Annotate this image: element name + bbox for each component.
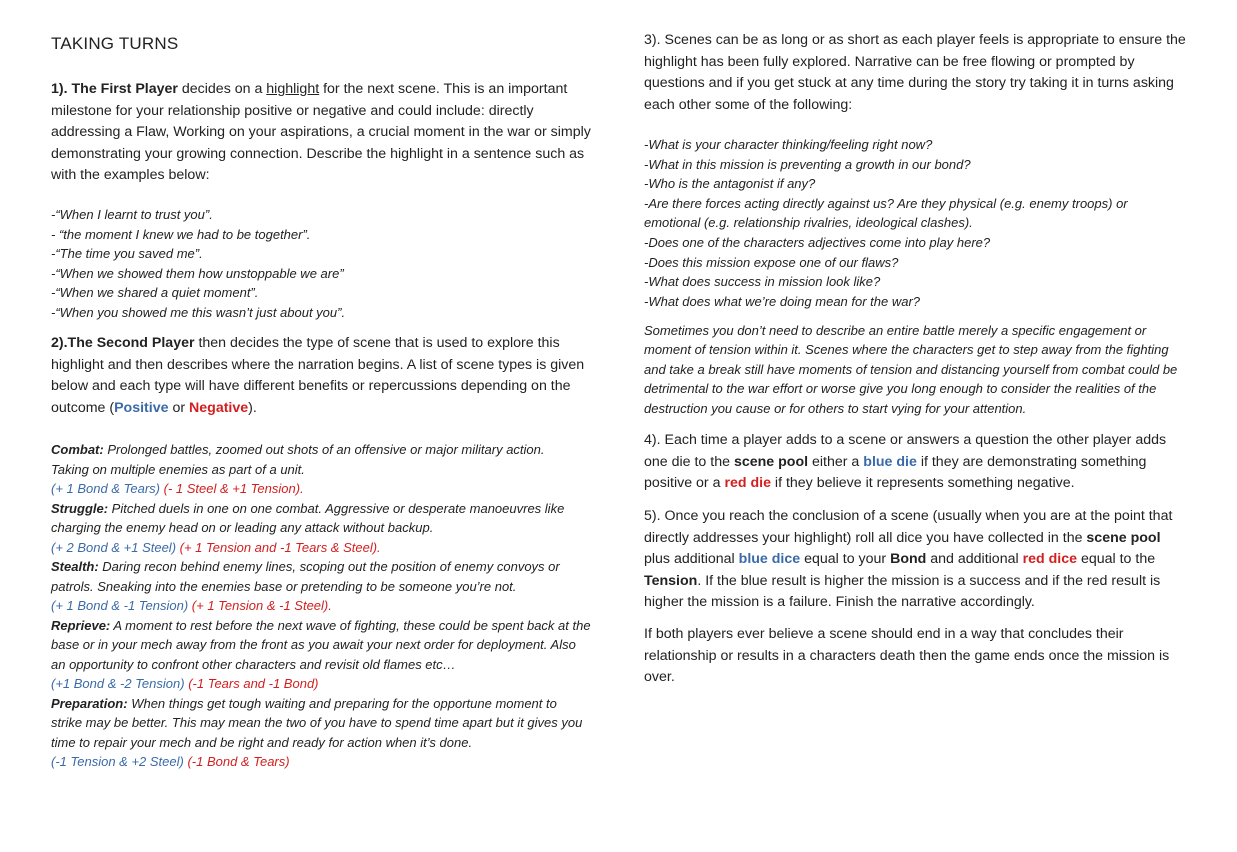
list-item: -“When I learnt to trust you”. bbox=[51, 207, 213, 222]
scene-type-preparation: Preparation: When things get tough waiting and preparing for the opportune moment to strike may be better. This may mean the two of you have to spend time apart but it gives you time to repair your mech and be right and ready for action when it’s done. (-1 Tension & +2 Steel) (-1 Bond & Tears) bbox=[51, 695, 583, 769]
resolution-paragraph: 5). Once you reach the conclusion of a scene (usually when you are at the point that directly addresses your highlight) roll all dice you have collected in the scene pool plus additional blue dice equal to your Bond and additional red dice equal to the Tension. If the blue result is higher the mission is a success and if the red result is higher the mission is a failure. Finish the narrative accordingly. bbox=[644, 508, 1173, 610]
scene-type-reprieve: Reprieve: A moment to rest before the next wave of fighting, these could be spent back at the base or in your mech away from the front as you await your next order for deployment. Also an opportunity to confront other characters and revisit old flames etc… (+1 Bond & -2 Tension) (-1 Tears and -1 Bond) bbox=[51, 617, 591, 691]
list-item: -What in this mission is preventing a growth in our bond? bbox=[644, 156, 971, 172]
scene-negative-outcome: (- 1 Steel & +1 Tension). bbox=[160, 481, 304, 496]
red-die-term: red die bbox=[724, 475, 771, 491]
sometimes-paragraph: Sometimes you don’t need to describe an entire battle merely a specific engagement or moment of tension within it. Scenes where the characters get to step away from the fighting and take a break still have moments of tension and distancing yourself from combat could be detrimental to the war effort or worse give you long enough to consider the realities of the destruction you cause or for others to start vying for your attention. bbox=[644, 323, 1178, 416]
positive-label: Positive bbox=[114, 399, 169, 416]
list-item: -Who is the antagonist if any? bbox=[644, 176, 816, 192]
scene-types-list bbox=[51, 440, 596, 772]
red-dice-term: red dice bbox=[1022, 551, 1077, 567]
scene-type-stealth: Stealth: Daring recon behind enemy lines, scoping out the position of enemy convoys or patrols. Sneaking into the enemies base or pretending to be someone you’re not. (+ 1 Bond & -1 Tension) (+ 1 Tension & -1 Steel). bbox=[51, 559, 560, 613]
scene-type-combat: Combat: Prolonged battles, zoomed out shots of an offensive or major military action. Taking on multiple enemies as part of a unit. (+ 1 Bond & Tears) (- 1 Steel & +1 Tension). bbox=[51, 442, 545, 496]
second-player-paragraph: 2).The Second Player then decides the type of scene that is used to explore this highlight and then describes where the narration begins. A list of scene types is given below and each type will have different benefits or repercussions depending on the outcome (Positive or Negative). bbox=[51, 335, 585, 416]
scene-negative-outcome: (+ 1 Tension and -1 Tears & Steel). bbox=[176, 539, 381, 555]
scene-type-struggle: Struggle: Pitched duels in one on one combat. Aggressive or desperate manoeuvres like charging the enemy head on or leading any attack without backup. (+ 2 Bond & +1 Steel) (+ 1 Tension and -1 Tears & Steel). bbox=[51, 500, 565, 555]
scene-positive-outcome: (-1 Tension & +2 Steel) bbox=[51, 754, 184, 769]
list-item: -“The time you saved me”. bbox=[51, 246, 203, 262]
list-item: -What does what we’re doing mean for the war? bbox=[644, 293, 921, 309]
questions-list bbox=[644, 135, 1192, 311]
list-item: -“When we showed them how unstoppable we are” bbox=[51, 265, 344, 281]
list-item: -“When you showed me this wasn’t just about you”. bbox=[51, 304, 346, 320]
scene-positive-outcome: (+ 2 Bond & +1 Steel) bbox=[51, 539, 177, 555]
negative-label: Negative bbox=[189, 399, 249, 416]
dice-pool-paragraph: 4). Each time a player adds to a scene or answers a question the other player adds one die to the scene pool either a blue die if they are demonstrating something positive or a red die if they believe it represents something negative. bbox=[644, 432, 1167, 491]
scene-length-paragraph: 3). Scenes can be as long or as short as each player feels is appropriate to ensure the highlight has been fully explored. Narrative can be free flowing or prompted by questions and if you get stuck at any time during the story try taking it in turns asking each other some of the following: bbox=[644, 32, 1186, 113]
first-player-paragraph: 1). The First Player decides on a highlight for the next scene. This is an important milestone for your relationship positive or negative and could include: directly addressing a Flaw, Working on your aspirations, a crucial moment in the war or simply demonstrating your growing connection. Describe the highlight in a sentence such as with the examples below: bbox=[51, 81, 591, 183]
scene-pool-term: scene pool bbox=[733, 453, 809, 470]
second-player-label: 2).The Second Player bbox=[51, 335, 195, 351]
scene-negative-outcome: (-1 Bond & Tears) bbox=[183, 754, 290, 769]
bond-term: Bond bbox=[890, 551, 927, 567]
game-end-paragraph: If both players ever believe a scene should end in a way that concludes their relationship or results in a characters death then the game ends once the mission is over. bbox=[644, 626, 1170, 685]
list-item: -What does success in mission look like? bbox=[644, 274, 881, 290]
list-item: -What is your character thinking/feeling right now? bbox=[644, 137, 933, 152]
list-item: - “the moment I knew we had to be together”. bbox=[51, 226, 311, 242]
blue-die-term: blue die bbox=[863, 453, 917, 470]
scene-positive-outcome: (+ 1 Bond & -1 Tension) bbox=[51, 598, 189, 613]
scene-negative-outcome: (-1 Tears and -1 Bond) bbox=[184, 676, 319, 691]
list-item: -Does this mission expose one of our flaws? bbox=[644, 254, 899, 270]
tension-term: Tension bbox=[644, 572, 698, 589]
first-player-label: 1). The First Player bbox=[51, 81, 178, 97]
list-item: -Are there forces acting directly against us? Are they physical (e.g. enemy troops) or emotional (e.g. relationship rivalries, ideological clashes). bbox=[644, 195, 1128, 231]
scene-negative-outcome: (+ 1 Tension & -1 Steel). bbox=[188, 598, 332, 613]
scene-pool-term: scene pool bbox=[1086, 529, 1161, 546]
highlight-examples-list bbox=[51, 205, 345, 323]
list-item: -Does one of the characters adjectives come into play here? bbox=[644, 234, 991, 250]
page-title: TAKING TURNS bbox=[51, 34, 179, 53]
scene-positive-outcome: (+ 1 Bond & Tears) bbox=[51, 481, 160, 496]
scene-positive-outcome: (+1 Bond & -2 Tension) bbox=[51, 676, 185, 691]
blue-dice-term: blue dice bbox=[738, 551, 801, 567]
list-item: -“When we shared a quiet moment”. bbox=[51, 285, 259, 301]
highlight-term: highlight bbox=[266, 81, 320, 97]
